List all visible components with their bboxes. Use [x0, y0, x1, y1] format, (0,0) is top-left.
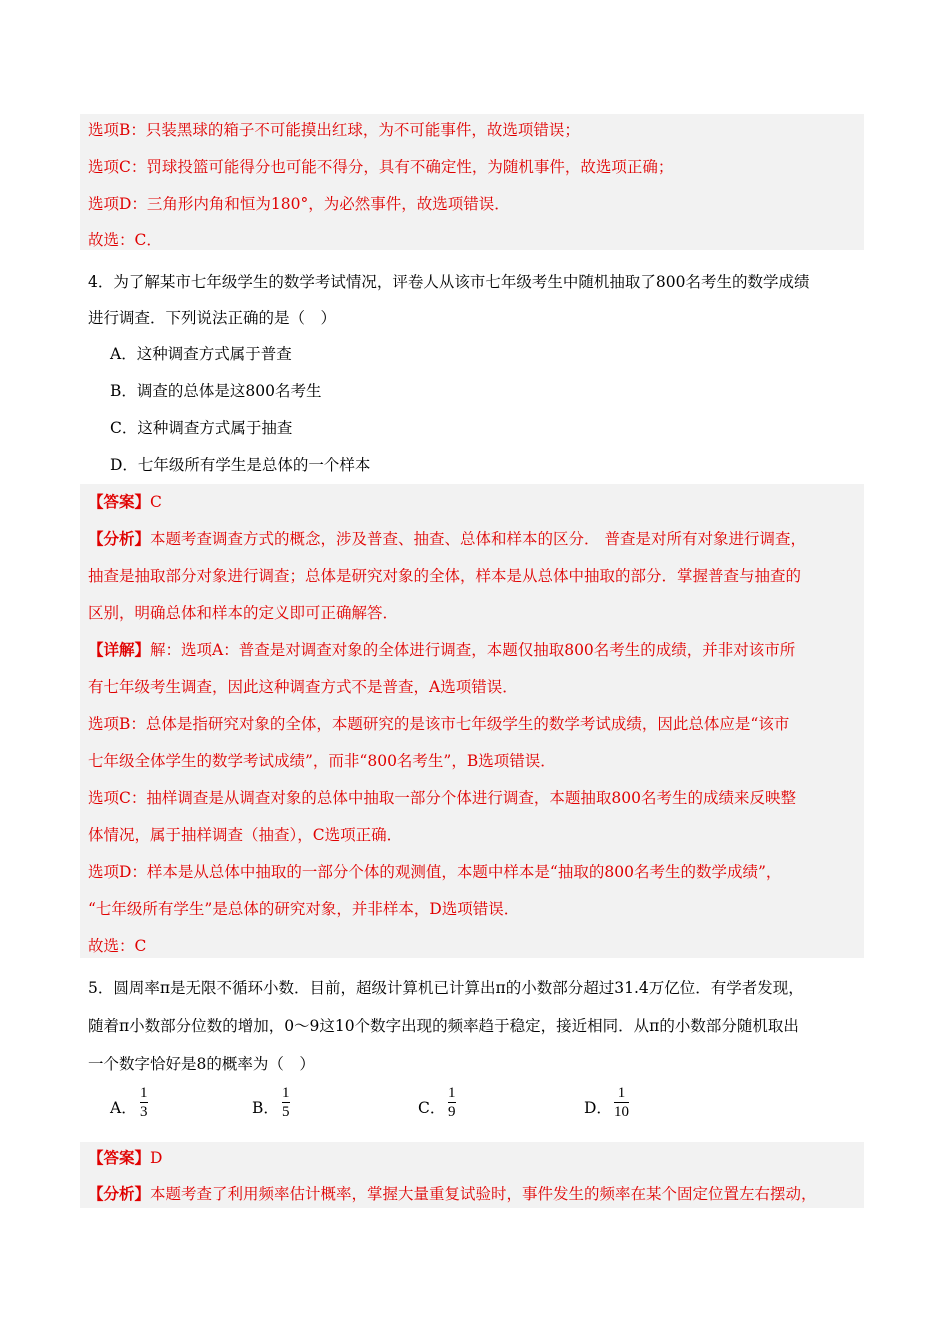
q4-option-a: A．这种调查方式属于普查 [110, 345, 292, 363]
q4-detail-line-3: 选项B：总体是指研究对象的全体，本题研究的是该市七年级学生的数学考试成绩，因此总体应是“该市 [88, 715, 790, 733]
q5-stem-line-2: 随着π小数部分位数的增加，0～9这10个数字出现的频率趋于稳定，接近相同．从π的小数部分随机取出 [88, 1017, 799, 1035]
q5-option-b-label: B． [252, 1099, 279, 1117]
q5-option-b-numerator: 1 [282, 1085, 290, 1101]
q4-analysis-line-1: 【分析】本题考查调查方式的概念，涉及普查、抽查、总体和样本的区分． 普查是对所有对象进行调查， [88, 529, 806, 548]
q3-option-d-explanation: 选项D：三角形内角和恒为180°，为必然事件，故选项错误． [88, 195, 510, 213]
q4-detail-line-8: “七年级所有学生”是总体的研究对象，并非样本，D选项错误． [88, 900, 520, 918]
q5-option-b-fraction [282, 1085, 290, 1120]
q4-analysis-line-2: 抽查是抽取部分对象进行调查；总体是研究对象的全体，样本是从总体中抽取的部分．掌握普查与抽查的 [88, 567, 802, 585]
q4-option-b: B．调查的总体是这800名考生 [110, 382, 322, 400]
q4-detail-line-6: 体情况，属于抽样调查（抽查），C选项正确． [88, 826, 403, 844]
q3-final-choice: 故选：C． [88, 231, 162, 249]
q5-option-b-denominator: 5 [282, 1104, 290, 1120]
q4-final-choice: 故选：C [88, 937, 147, 955]
q5-option-d-denominator: 10 [614, 1104, 629, 1120]
q4-detail-line-5: 选项C：抽样调查是从调查对象的总体中抽取一部分个体进行调查，本题抽取800名考生的成绩来反映整 [88, 789, 796, 807]
q5-stem-line-3: 一个数字恰好是8的概率为（ ） [88, 1055, 315, 1073]
q5-option-d-fraction [614, 1085, 629, 1120]
q3-option-b-explanation: 选项B：只装黑球的箱子不可能摸出红球，为不可能事件，故选项错误； [88, 121, 580, 139]
q4-detail-line-7: 选项D：样本是从总体中抽取的一部分个体的观测值，本题中样本是“抽取的800名考生的数学成绩”， [88, 863, 782, 881]
q5-option-d-numerator: 1 [617, 1085, 626, 1101]
q5-option-c-label: C． [418, 1099, 446, 1117]
q4-detail-line-4: 七年级全体学生的数学考试成绩”，而非“800名考生”，B选项错误． [88, 752, 556, 770]
q5-analysis-line-1: 【分析】本题考查了利用频率估计概率，掌握大量重复试验时，事件发生的频率在某个固定位置左右摆动， [88, 1184, 817, 1203]
q4-analysis-line-3: 区别，明确总体和样本的定义即可正确解答． [88, 604, 399, 622]
q4-detail-line-1: 【详解】解：选项A：普查是对调查对象的全体进行调查，本题仅抽取800名考生的成绩，并非对该市所 [88, 640, 796, 659]
q4-answer: 【答案】C [88, 492, 162, 511]
q5-answer: 【答案】D [88, 1148, 163, 1167]
q5-option-c-denominator: 9 [448, 1104, 456, 1120]
q5-option-c-fraction [448, 1085, 456, 1120]
q5-option-a-fraction [140, 1085, 148, 1120]
q4-option-c: C．这种调查方式属于抽查 [110, 419, 293, 437]
q4-option-d: D．七年级所有学生是总体的一个样本 [110, 456, 371, 474]
q5-stem-line-1: 5．圆周率π是无限不循环小数．目前，超级计算机已计算出π的小数部分超过31.4万亿位．有学者发现， [88, 979, 804, 997]
q5-option-a-numerator: 1 [140, 1085, 148, 1101]
q5-option-d-label: D． [584, 1099, 612, 1117]
q5-option-a-label: A． [110, 1099, 137, 1117]
q3-option-c-explanation: 选项C：罚球投篮可能得分也可能不得分，具有不确定性，为随机事件，故选项正确； [88, 158, 674, 176]
q4-stem-line-1: 4．为了解某市七年级学生的数学考试情况，评卷人从该市七年级考生中随机抽取了800名考生的数学成绩 [88, 273, 810, 291]
q4-stem-line-2: 进行调查．下列说法正确的是（ ） [88, 309, 337, 327]
q5-option-a-denominator: 3 [140, 1104, 148, 1120]
q4-detail-line-2: 有七年级考生调查，因此这种调查方式不是普查，A选项错误． [88, 678, 518, 696]
q5-option-c-numerator: 1 [448, 1085, 456, 1101]
